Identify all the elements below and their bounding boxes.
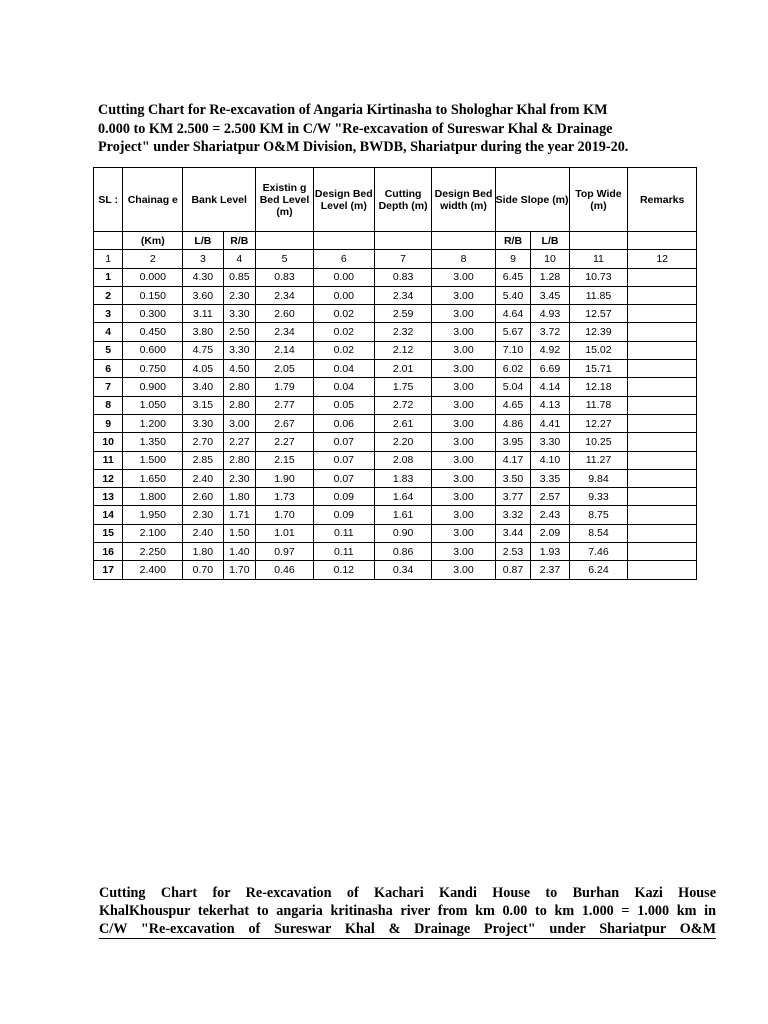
table-cell: 0.450: [123, 323, 183, 341]
table-row: [94, 305, 697, 323]
table-cell: 2.40: [183, 524, 223, 542]
subheader-bank-rb: R/B: [223, 232, 256, 250]
table-cell: 3.77: [495, 488, 531, 506]
table-cell: 2.77: [256, 396, 314, 414]
column-number: 8: [432, 250, 495, 268]
table-cell: 8.75: [569, 506, 628, 524]
subheader-empty: [256, 232, 314, 250]
row-serial-cell: 8: [94, 396, 123, 414]
title2-line: Cutting Chart for Re-excavation of Kachari Kandi House to Burhan Kazi House: [99, 885, 716, 901]
table-cell: 0.07: [313, 469, 374, 487]
table-cell: 4.75: [183, 341, 223, 359]
table-cell: 2.72: [374, 396, 432, 414]
table-cell: 6.24: [569, 561, 628, 579]
title2-line: KhalKhouspur tekerhat to angaria kritinasha river from km 0.00 to km 1.000 = 1.000 km in: [99, 903, 716, 919]
table-cell: 3.00: [432, 323, 495, 341]
table-row: [94, 341, 697, 359]
table-cell: 3.35: [531, 469, 569, 487]
table-cell: 0.900: [123, 378, 183, 396]
table-cell: 2.34: [374, 286, 432, 304]
table-cell: 3.00: [432, 396, 495, 414]
row-serial-cell: 11: [94, 451, 123, 469]
table-cell: 0.02: [313, 341, 374, 359]
table-cell: 2.30: [223, 286, 256, 304]
table-cell: 2.400: [123, 561, 183, 579]
table-cell: 0.90: [374, 524, 432, 542]
column-number-row: [94, 250, 697, 268]
table-cell: 3.45: [531, 286, 569, 304]
table-cell: 9.84: [569, 469, 628, 487]
table-cell: 3.60: [183, 286, 223, 304]
table-cell: 0.83: [256, 268, 314, 286]
table-cell: 3.00: [432, 469, 495, 487]
title1-line: 0.000 to KM 2.500 = 2.500 KM in C/W "Re-excavation of Sureswar Khal & Drainage: [98, 120, 613, 137]
table-cell: 4.05: [183, 360, 223, 378]
table-cell: 3.00: [432, 414, 495, 432]
table-cell: 1.90: [256, 469, 314, 487]
table-cell: [628, 433, 697, 451]
table-cell: 2.80: [223, 378, 256, 396]
table-cell: 1.350: [123, 433, 183, 451]
table-cell: 1.70: [256, 506, 314, 524]
table-cell: 2.80: [223, 396, 256, 414]
column-number: 7: [374, 250, 432, 268]
table-cell: 0.00: [313, 268, 374, 286]
table-cell: 3.00: [432, 524, 495, 542]
table-cell: 2.57: [531, 488, 569, 506]
table-cell: 3.00: [432, 341, 495, 359]
table-cell: 2.27: [256, 433, 314, 451]
table-row: [94, 433, 697, 451]
table-cell: 3.11: [183, 305, 223, 323]
table-cell: 0.11: [313, 543, 374, 561]
header-bank-level: Bank Level: [183, 168, 256, 232]
table-cell: 1.500: [123, 451, 183, 469]
table-cell: 3.50: [495, 469, 531, 487]
table-cell: 3.30: [223, 341, 256, 359]
column-number: 1: [94, 250, 123, 268]
table-cell: 5.04: [495, 378, 531, 396]
subheader-bank-lb: L/B: [183, 232, 223, 250]
table-cell: 1.93: [531, 543, 569, 561]
table-cell: 2.15: [256, 451, 314, 469]
table-cell: 3.44: [495, 524, 531, 542]
table-cell: 1.75: [374, 378, 432, 396]
table-cell: 1.80: [183, 543, 223, 561]
column-number: 5: [256, 250, 314, 268]
row-serial-cell: 13: [94, 488, 123, 506]
row-serial-cell: 9: [94, 414, 123, 432]
table-cell: 0.85: [223, 268, 256, 286]
table-cell: 9.33: [569, 488, 628, 506]
header-chainage: Chainag e: [123, 168, 183, 232]
table-cell: 3.00: [223, 414, 256, 432]
header-existing-bed-level: Existin g Bed Level (m): [256, 168, 314, 232]
table-row: [94, 286, 697, 304]
row-serial-cell: 6: [94, 360, 123, 378]
table-cell: 2.08: [374, 451, 432, 469]
table-cell: 0.02: [313, 323, 374, 341]
table-cell: 5.40: [495, 286, 531, 304]
table-cell: 1.70: [223, 561, 256, 579]
table-cell: 0.04: [313, 378, 374, 396]
column-number: 11: [569, 250, 628, 268]
table-cell: [628, 524, 697, 542]
row-serial-cell: 5: [94, 341, 123, 359]
table-cell: 2.43: [531, 506, 569, 524]
row-serial-cell: 10: [94, 433, 123, 451]
table-cell: 4.41: [531, 414, 569, 432]
table-cell: [628, 360, 697, 378]
table-cell: 3.40: [183, 378, 223, 396]
table-cell: 3.00: [432, 360, 495, 378]
table-row: [94, 469, 697, 487]
table-cell: [628, 451, 697, 469]
table-cell: 6.69: [531, 360, 569, 378]
table-row: [94, 488, 697, 506]
header-cutting-depth: Cutting Depth (m): [374, 168, 432, 232]
table-cell: 2.37: [531, 561, 569, 579]
table-cell: 3.00: [432, 561, 495, 579]
title2-line: C/W "Re-excavation of Sureswar Khal & Drainage Project" under Shariatpur O&M: [99, 921, 716, 937]
table-row: [94, 451, 697, 469]
row-serial-cell: 3: [94, 305, 123, 323]
table-cell: 1.61: [374, 506, 432, 524]
table-cell: 4.86: [495, 414, 531, 432]
table-cell: 0.83: [374, 268, 432, 286]
table-cell: 0.09: [313, 488, 374, 506]
table-cell: [628, 323, 697, 341]
table-cell: 4.65: [495, 396, 531, 414]
table-cell: [628, 396, 697, 414]
column-number: 3: [183, 250, 223, 268]
table-cell: 3.00: [432, 378, 495, 396]
table-cell: [628, 286, 697, 304]
table-cell: 0.00: [313, 286, 374, 304]
table-cell: 2.59: [374, 305, 432, 323]
chart-title-2: [99, 884, 716, 939]
subheader-empty: [432, 232, 495, 250]
subheader-empty: [374, 232, 432, 250]
table-cell: 1.200: [123, 414, 183, 432]
table-cell: 2.61: [374, 414, 432, 432]
table-cell: 2.34: [256, 323, 314, 341]
table-cell: [628, 414, 697, 432]
row-serial-cell: 14: [94, 506, 123, 524]
table-cell: 4.14: [531, 378, 569, 396]
row-serial-cell: 1: [94, 268, 123, 286]
table-cell: [628, 488, 697, 506]
row-serial-cell: 4: [94, 323, 123, 341]
table-cell: 4.13: [531, 396, 569, 414]
table-cell: 10.73: [569, 268, 628, 286]
table-cell: 0.000: [123, 268, 183, 286]
table-cell: 1.01: [256, 524, 314, 542]
table-cell: 0.07: [313, 451, 374, 469]
table-cell: 0.97: [256, 543, 314, 561]
title1-line: Project" under Shariatpur O&M Division, BWDB, Shariatpur during the year 2019-20.: [98, 139, 629, 155]
row-serial-cell: 15: [94, 524, 123, 542]
table-cell: 3.95: [495, 433, 531, 451]
table-cell: 4.92: [531, 341, 569, 359]
table-cell: 2.85: [183, 451, 223, 469]
table-cell: 3.80: [183, 323, 223, 341]
table-cell: 2.14: [256, 341, 314, 359]
column-number: 12: [628, 250, 697, 268]
cutting-chart-table: [93, 167, 697, 580]
table-cell: [628, 506, 697, 524]
table-cell: 0.600: [123, 341, 183, 359]
table-header-row: [94, 168, 697, 232]
table-cell: 0.07: [313, 433, 374, 451]
table-cell: 8.54: [569, 524, 628, 542]
table-cell: 2.40: [183, 469, 223, 487]
subheader-empty: [628, 232, 697, 250]
table-cell: 5.67: [495, 323, 531, 341]
table-cell: 15.02: [569, 341, 628, 359]
subheader-slope-rb: R/B: [495, 232, 531, 250]
table-cell: 0.150: [123, 286, 183, 304]
table-cell: 1.950: [123, 506, 183, 524]
table-cell: 1.40: [223, 543, 256, 561]
table-cell: 7.46: [569, 543, 628, 561]
subheader-km: (Km): [123, 232, 183, 250]
table-cell: [628, 469, 697, 487]
table-cell: 6.02: [495, 360, 531, 378]
table-row: [94, 378, 697, 396]
table-cell: 11.27: [569, 451, 628, 469]
table-row: [94, 323, 697, 341]
table-cell: 2.30: [183, 506, 223, 524]
table-cell: 4.93: [531, 305, 569, 323]
table-row: [94, 561, 697, 579]
table-cell: 1.28: [531, 268, 569, 286]
table-cell: 6.45: [495, 268, 531, 286]
table-cell: [628, 378, 697, 396]
column-number: 9: [495, 250, 531, 268]
table-cell: 2.20: [374, 433, 432, 451]
table-cell: 3.00: [432, 433, 495, 451]
row-serial-cell: 12: [94, 469, 123, 487]
column-number: 4: [223, 250, 256, 268]
table-cell: 3.72: [531, 323, 569, 341]
table-cell: 1.83: [374, 469, 432, 487]
column-number: 10: [531, 250, 569, 268]
table-cell: 0.34: [374, 561, 432, 579]
table-cell: 2.05: [256, 360, 314, 378]
row-serial-cell: 17: [94, 561, 123, 579]
table-cell: 0.12: [313, 561, 374, 579]
table-cell: 0.86: [374, 543, 432, 561]
table-cell: 3.00: [432, 451, 495, 469]
table-cell: [628, 341, 697, 359]
table-cell: 3.30: [223, 305, 256, 323]
table-cell: 1.71: [223, 506, 256, 524]
table-cell: 1.64: [374, 488, 432, 506]
header-top-wide: Top Wide (m): [569, 168, 628, 232]
table-cell: 3.00: [432, 268, 495, 286]
table-cell: 1.050: [123, 396, 183, 414]
table-cell: 0.87: [495, 561, 531, 579]
title1-line: Cutting Chart for Re-excavation of Angaria Kirtinasha to Shologhar Khal from KM: [98, 102, 608, 118]
header-side-slope: Side Slope (m): [495, 168, 569, 232]
table-cell: 0.02: [313, 305, 374, 323]
table-cell: 2.34: [256, 286, 314, 304]
table-cell: 4.10: [531, 451, 569, 469]
row-serial-cell: 16: [94, 543, 123, 561]
table-cell: 1.79: [256, 378, 314, 396]
header-design-bed-level: Design Bed Level (m): [313, 168, 374, 232]
row-serial-cell: 2: [94, 286, 123, 304]
table-cell: 0.750: [123, 360, 183, 378]
chart-title-1: [98, 101, 698, 157]
table-row: [94, 360, 697, 378]
table-cell: 3.30: [183, 414, 223, 432]
table-cell: 2.250: [123, 543, 183, 561]
table-cell: 2.12: [374, 341, 432, 359]
subheader-empty: [94, 232, 123, 250]
table-cell: 1.800: [123, 488, 183, 506]
table-cell: [628, 561, 697, 579]
table-cell: 0.04: [313, 360, 374, 378]
table-cell: 2.01: [374, 360, 432, 378]
table-cell: [628, 268, 697, 286]
table-cell: 2.30: [223, 469, 256, 487]
table-cell: 4.50: [223, 360, 256, 378]
table-cell: 2.100: [123, 524, 183, 542]
table-cell: 1.80: [223, 488, 256, 506]
table-cell: 3.00: [432, 506, 495, 524]
column-number: 6: [313, 250, 374, 268]
table-row: [94, 396, 697, 414]
table-cell: 0.46: [256, 561, 314, 579]
table-cell: 1.73: [256, 488, 314, 506]
table-body: [94, 268, 697, 579]
table-cell: 12.18: [569, 378, 628, 396]
table-cell: 10.25: [569, 433, 628, 451]
table-cell: [628, 305, 697, 323]
table-cell: 1.50: [223, 524, 256, 542]
table-cell: 0.300: [123, 305, 183, 323]
table-cell: 2.60: [183, 488, 223, 506]
table-cell: 4.17: [495, 451, 531, 469]
table-cell: 3.00: [432, 543, 495, 561]
subheader-slope-lb: L/B: [531, 232, 569, 250]
table-cell: 0.70: [183, 561, 223, 579]
table-cell: 2.80: [223, 451, 256, 469]
table-cell: 3.00: [432, 305, 495, 323]
table-cell: 3.00: [432, 488, 495, 506]
table-cell: 2.50: [223, 323, 256, 341]
header-sl: SL :: [94, 168, 123, 232]
table-cell: 2.53: [495, 543, 531, 561]
table-cell: 11.78: [569, 396, 628, 414]
table-row: [94, 414, 697, 432]
table-cell: 1.650: [123, 469, 183, 487]
subheader-empty: [569, 232, 628, 250]
table-cell: 12.57: [569, 305, 628, 323]
table-cell: 7.10: [495, 341, 531, 359]
table-row: [94, 524, 697, 542]
table-cell: 3.32: [495, 506, 531, 524]
table-cell: 2.32: [374, 323, 432, 341]
table-cell: 2.70: [183, 433, 223, 451]
table-cell: 3.00: [432, 286, 495, 304]
table-row: [94, 506, 697, 524]
table-cell: 3.30: [531, 433, 569, 451]
table-subheader-row: [94, 232, 697, 250]
table-cell: 3.15: [183, 396, 223, 414]
header-design-bed-width: Design Bed width (m): [432, 168, 495, 232]
table-cell: 11.85: [569, 286, 628, 304]
table-cell: 2.67: [256, 414, 314, 432]
row-serial-cell: 7: [94, 378, 123, 396]
table-cell: 4.64: [495, 305, 531, 323]
table-cell: 0.05: [313, 396, 374, 414]
table-cell: [628, 543, 697, 561]
table-row: [94, 268, 697, 286]
table-cell: 2.09: [531, 524, 569, 542]
table-cell: 2.60: [256, 305, 314, 323]
table-cell: 0.11: [313, 524, 374, 542]
subheader-empty: [313, 232, 374, 250]
table-cell: 12.27: [569, 414, 628, 432]
table-cell: 0.09: [313, 506, 374, 524]
column-number: 2: [123, 250, 183, 268]
header-remarks: Remarks: [628, 168, 697, 232]
table-cell: 2.27: [223, 433, 256, 451]
table-cell: 0.06: [313, 414, 374, 432]
table-row: [94, 543, 697, 561]
table-cell: 12.39: [569, 323, 628, 341]
table-cell: 4.30: [183, 268, 223, 286]
table-cell: 15.71: [569, 360, 628, 378]
